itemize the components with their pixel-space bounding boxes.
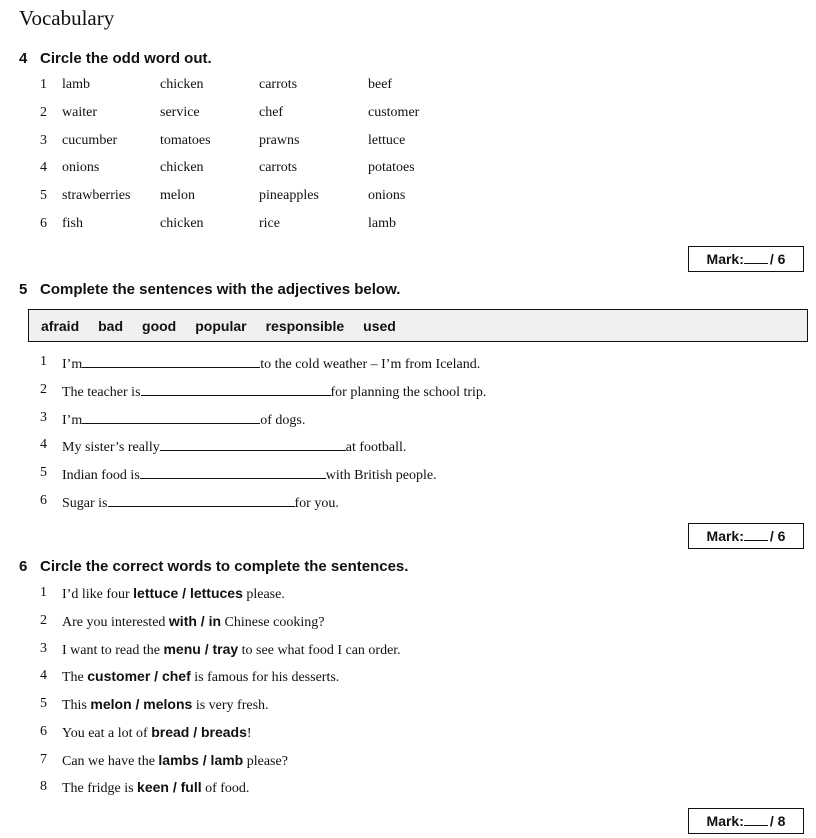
sentence-end: to the cold weather – I’m from Iceland. — [260, 357, 481, 372]
answer-blank[interactable] — [141, 382, 331, 396]
item-number: 6 — [40, 493, 47, 508]
item-number: 5 — [40, 465, 47, 480]
item-number: 4 — [40, 160, 47, 175]
item-number: 2 — [40, 613, 47, 628]
sentence-start: I want to read the — [62, 643, 160, 658]
mark-box — [688, 246, 804, 272]
section-instruction: Complete the sentences with the adjectives below. — [40, 281, 401, 298]
word-option[interactable]: chicken — [160, 160, 204, 175]
word-bank-item: good — [142, 317, 177, 334]
sentence-start: I’m — [62, 413, 83, 428]
item-number: 5 — [40, 188, 47, 203]
section-5-heading — [19, 281, 400, 298]
word-option[interactable]: lamb — [368, 216, 396, 231]
sentence-end: is famous for his desserts. — [194, 670, 340, 685]
mark-box — [688, 808, 804, 834]
mark-total: / 6 — [769, 528, 786, 544]
sentence-end: please? — [246, 754, 288, 769]
word-choice[interactable]: menu / tray — [163, 641, 239, 657]
answer-blank[interactable] — [82, 354, 260, 368]
mark-blank[interactable] — [744, 528, 768, 541]
word-choice[interactable]: keen / full — [137, 779, 202, 795]
word-option[interactable]: beef — [368, 77, 393, 92]
section-number: 5 — [19, 281, 28, 298]
word-bank-item: bad — [98, 317, 124, 334]
item-number: 3 — [40, 410, 47, 425]
mark-total: / 8 — [769, 813, 786, 829]
word-option[interactable]: onions — [368, 188, 406, 203]
mark-label: Mark: — [706, 528, 744, 544]
item-number: 2 — [40, 105, 47, 120]
item-number: 8 — [40, 779, 47, 794]
sentence-end: with British people. — [325, 468, 437, 483]
sentence-start: My sister’s really — [62, 440, 160, 455]
section-6-heading — [19, 558, 408, 575]
word-option[interactable]: pineapples — [259, 188, 319, 203]
word-option[interactable]: fish — [62, 216, 83, 231]
word-choice[interactable]: customer / chef — [87, 668, 191, 684]
sentence-end: of food. — [205, 781, 250, 796]
sentence-start: This — [62, 698, 87, 713]
word-bank-item: afraid — [41, 317, 80, 334]
mark-box — [688, 523, 804, 549]
word-option[interactable]: customer — [368, 105, 420, 120]
item-number: 2 — [40, 382, 47, 397]
sentence-start: Indian food is — [62, 468, 140, 483]
sentence-start: The — [62, 670, 84, 685]
word-option[interactable]: melon — [160, 188, 195, 203]
word-option[interactable]: service — [160, 105, 200, 120]
word-option[interactable]: chicken — [160, 77, 204, 92]
word-option[interactable]: tomatoes — [160, 133, 211, 148]
sentence-end: is very fresh. — [195, 698, 269, 713]
item-number: 4 — [40, 437, 47, 452]
word-option[interactable]: chef — [259, 105, 284, 120]
word-choice[interactable]: lambs / lamb — [158, 752, 244, 768]
sentence-end: ! — [246, 726, 252, 741]
sentence-end: at football. — [345, 440, 407, 455]
sentence-start: You eat a lot of — [62, 726, 148, 741]
item-number: 3 — [40, 133, 47, 148]
word-option[interactable]: prawns — [259, 133, 300, 148]
answer-blank[interactable] — [82, 410, 260, 424]
sentence-start: Sugar is — [62, 496, 108, 511]
sentence-start: I’m — [62, 357, 83, 372]
sentence-end: for you. — [294, 496, 339, 511]
answer-blank[interactable] — [108, 493, 295, 507]
item-number: 4 — [40, 668, 47, 683]
mark-label: Mark: — [706, 251, 744, 267]
word-option[interactable]: chicken — [160, 216, 204, 231]
sentence-start: Can we have the — [62, 754, 155, 769]
section-instruction: Circle the correct words to complete the sentences. — [40, 558, 409, 575]
word-option[interactable]: carrots — [259, 77, 298, 92]
word-option[interactable]: rice — [259, 216, 280, 231]
word-bank — [28, 309, 808, 342]
word-choice[interactable]: lettuce / lettuces — [133, 585, 243, 601]
sentence-end: to see what food I can order. — [241, 643, 401, 658]
word-option[interactable]: waiter — [62, 105, 97, 120]
word-option[interactable]: cucumber — [62, 133, 118, 148]
section-instruction: Circle the odd word out. — [40, 50, 212, 67]
word-choice[interactable]: melon / melons — [90, 696, 193, 712]
sentence-start: The fridge is — [62, 781, 134, 796]
item-number: 6 — [40, 216, 47, 231]
word-option[interactable]: onions — [62, 160, 100, 175]
word-option[interactable]: strawberries — [62, 188, 131, 203]
word-option[interactable]: carrots — [259, 160, 298, 175]
word-choice[interactable]: bread / breads — [151, 724, 247, 740]
sentence-start: Are you interested — [62, 615, 166, 630]
sentence-start: I’d like four — [62, 587, 130, 602]
item-number: 5 — [40, 696, 47, 711]
sentence-start: The teacher is — [62, 385, 141, 400]
sentence-end: please. — [246, 587, 285, 602]
mark-blank[interactable] — [744, 251, 768, 264]
item-number: 7 — [40, 752, 47, 767]
word-option[interactable]: lamb — [62, 77, 90, 92]
mark-total: / 6 — [769, 251, 786, 267]
item-number: 1 — [40, 354, 47, 369]
section-number: 4 — [19, 50, 28, 67]
mark-blank[interactable] — [744, 813, 768, 826]
section-4-heading — [19, 50, 212, 67]
item-number: 1 — [40, 585, 47, 600]
item-number: 3 — [40, 641, 47, 656]
word-bank-item: popular — [195, 317, 247, 334]
page-title: Vocabulary — [19, 6, 115, 30]
item-number: 6 — [40, 724, 47, 739]
sentence-end: Chinese cooking? — [224, 615, 325, 630]
word-bank-item: used — [363, 317, 396, 334]
word-option[interactable]: potatoes — [368, 160, 415, 175]
sentence-end: of dogs. — [260, 413, 306, 428]
word-choice[interactable]: with / in — [168, 613, 222, 629]
sentence-end: for planning the school trip. — [330, 385, 487, 400]
word-option[interactable]: lettuce — [368, 133, 406, 148]
item-number: 1 — [40, 77, 47, 92]
answer-blank[interactable] — [140, 465, 326, 479]
word-bank-item: responsible — [265, 317, 345, 334]
answer-blank[interactable] — [160, 437, 346, 451]
section-number: 6 — [19, 558, 28, 575]
mark-label: Mark: — [706, 813, 744, 829]
